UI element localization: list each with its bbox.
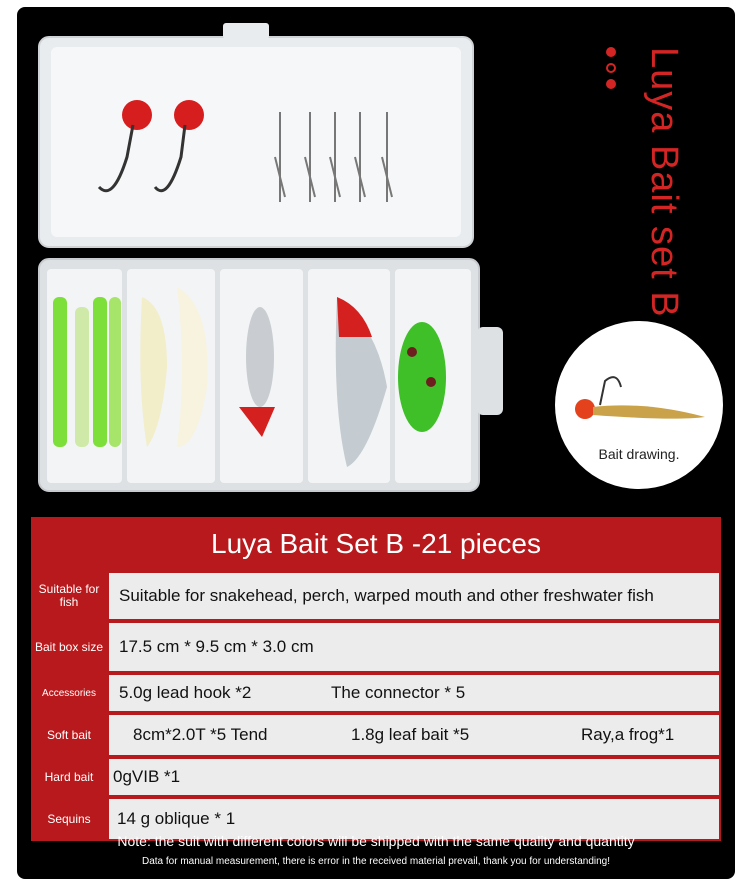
cell-text: 8cm*2.0T *5 Tend xyxy=(133,725,268,744)
cell-text: 0gVIB *1 xyxy=(113,767,181,786)
row-label: Sequins xyxy=(47,811,91,826)
row-value xyxy=(109,675,719,711)
dot-ring-icon xyxy=(606,63,616,73)
side-title: Luya Bait set B xyxy=(643,47,685,318)
dot-icon xyxy=(606,47,616,57)
row-value xyxy=(109,715,719,755)
dot-icon xyxy=(606,79,616,89)
jig-worm-icon xyxy=(555,321,723,489)
cell-text: Suitable for snakehead, perch, warped mouth and other freshwater fish xyxy=(119,586,654,605)
product-panel xyxy=(17,7,735,879)
decorative-dots xyxy=(606,47,620,95)
cell-text: 5.0g lead hook *2 xyxy=(119,683,252,702)
spec-table xyxy=(31,517,721,841)
cell-text: The connector * 5 xyxy=(331,683,466,702)
table-row xyxy=(31,571,721,621)
table-row xyxy=(31,673,721,713)
measurement-note: Data for manual measurement, there is error in the received material prevail, thank you for understanding! xyxy=(141,856,610,867)
cell-text: 1.8g leaf bait *5 xyxy=(351,725,470,744)
table-row xyxy=(31,621,721,673)
row-value xyxy=(109,623,719,671)
table-title: Luya Bait Set B -21 pieces xyxy=(31,517,721,571)
row-label: Bait box size xyxy=(34,639,104,654)
cell-text: 14 g oblique * 1 xyxy=(117,809,236,828)
row-value xyxy=(109,573,719,619)
cell-text: Ray,a frog*1 xyxy=(581,725,675,744)
row-label: Hard bait xyxy=(44,769,94,784)
row-value xyxy=(109,759,719,795)
table-row xyxy=(31,757,721,797)
cell-text: 17.5 cm * 9.5 cm * 3.0 cm xyxy=(119,637,314,656)
bait-drawing-label: Bait drawing. xyxy=(598,446,680,462)
row-label: Suitable for fish xyxy=(38,582,100,609)
row-label: Accessories xyxy=(42,687,96,699)
shipping-note: Note: the suit with different colors will be shipped with the same quality and quantity xyxy=(117,833,635,849)
table-row xyxy=(31,713,721,757)
bait-drawing-inset xyxy=(555,321,723,489)
row-label: Soft bait xyxy=(46,727,92,742)
